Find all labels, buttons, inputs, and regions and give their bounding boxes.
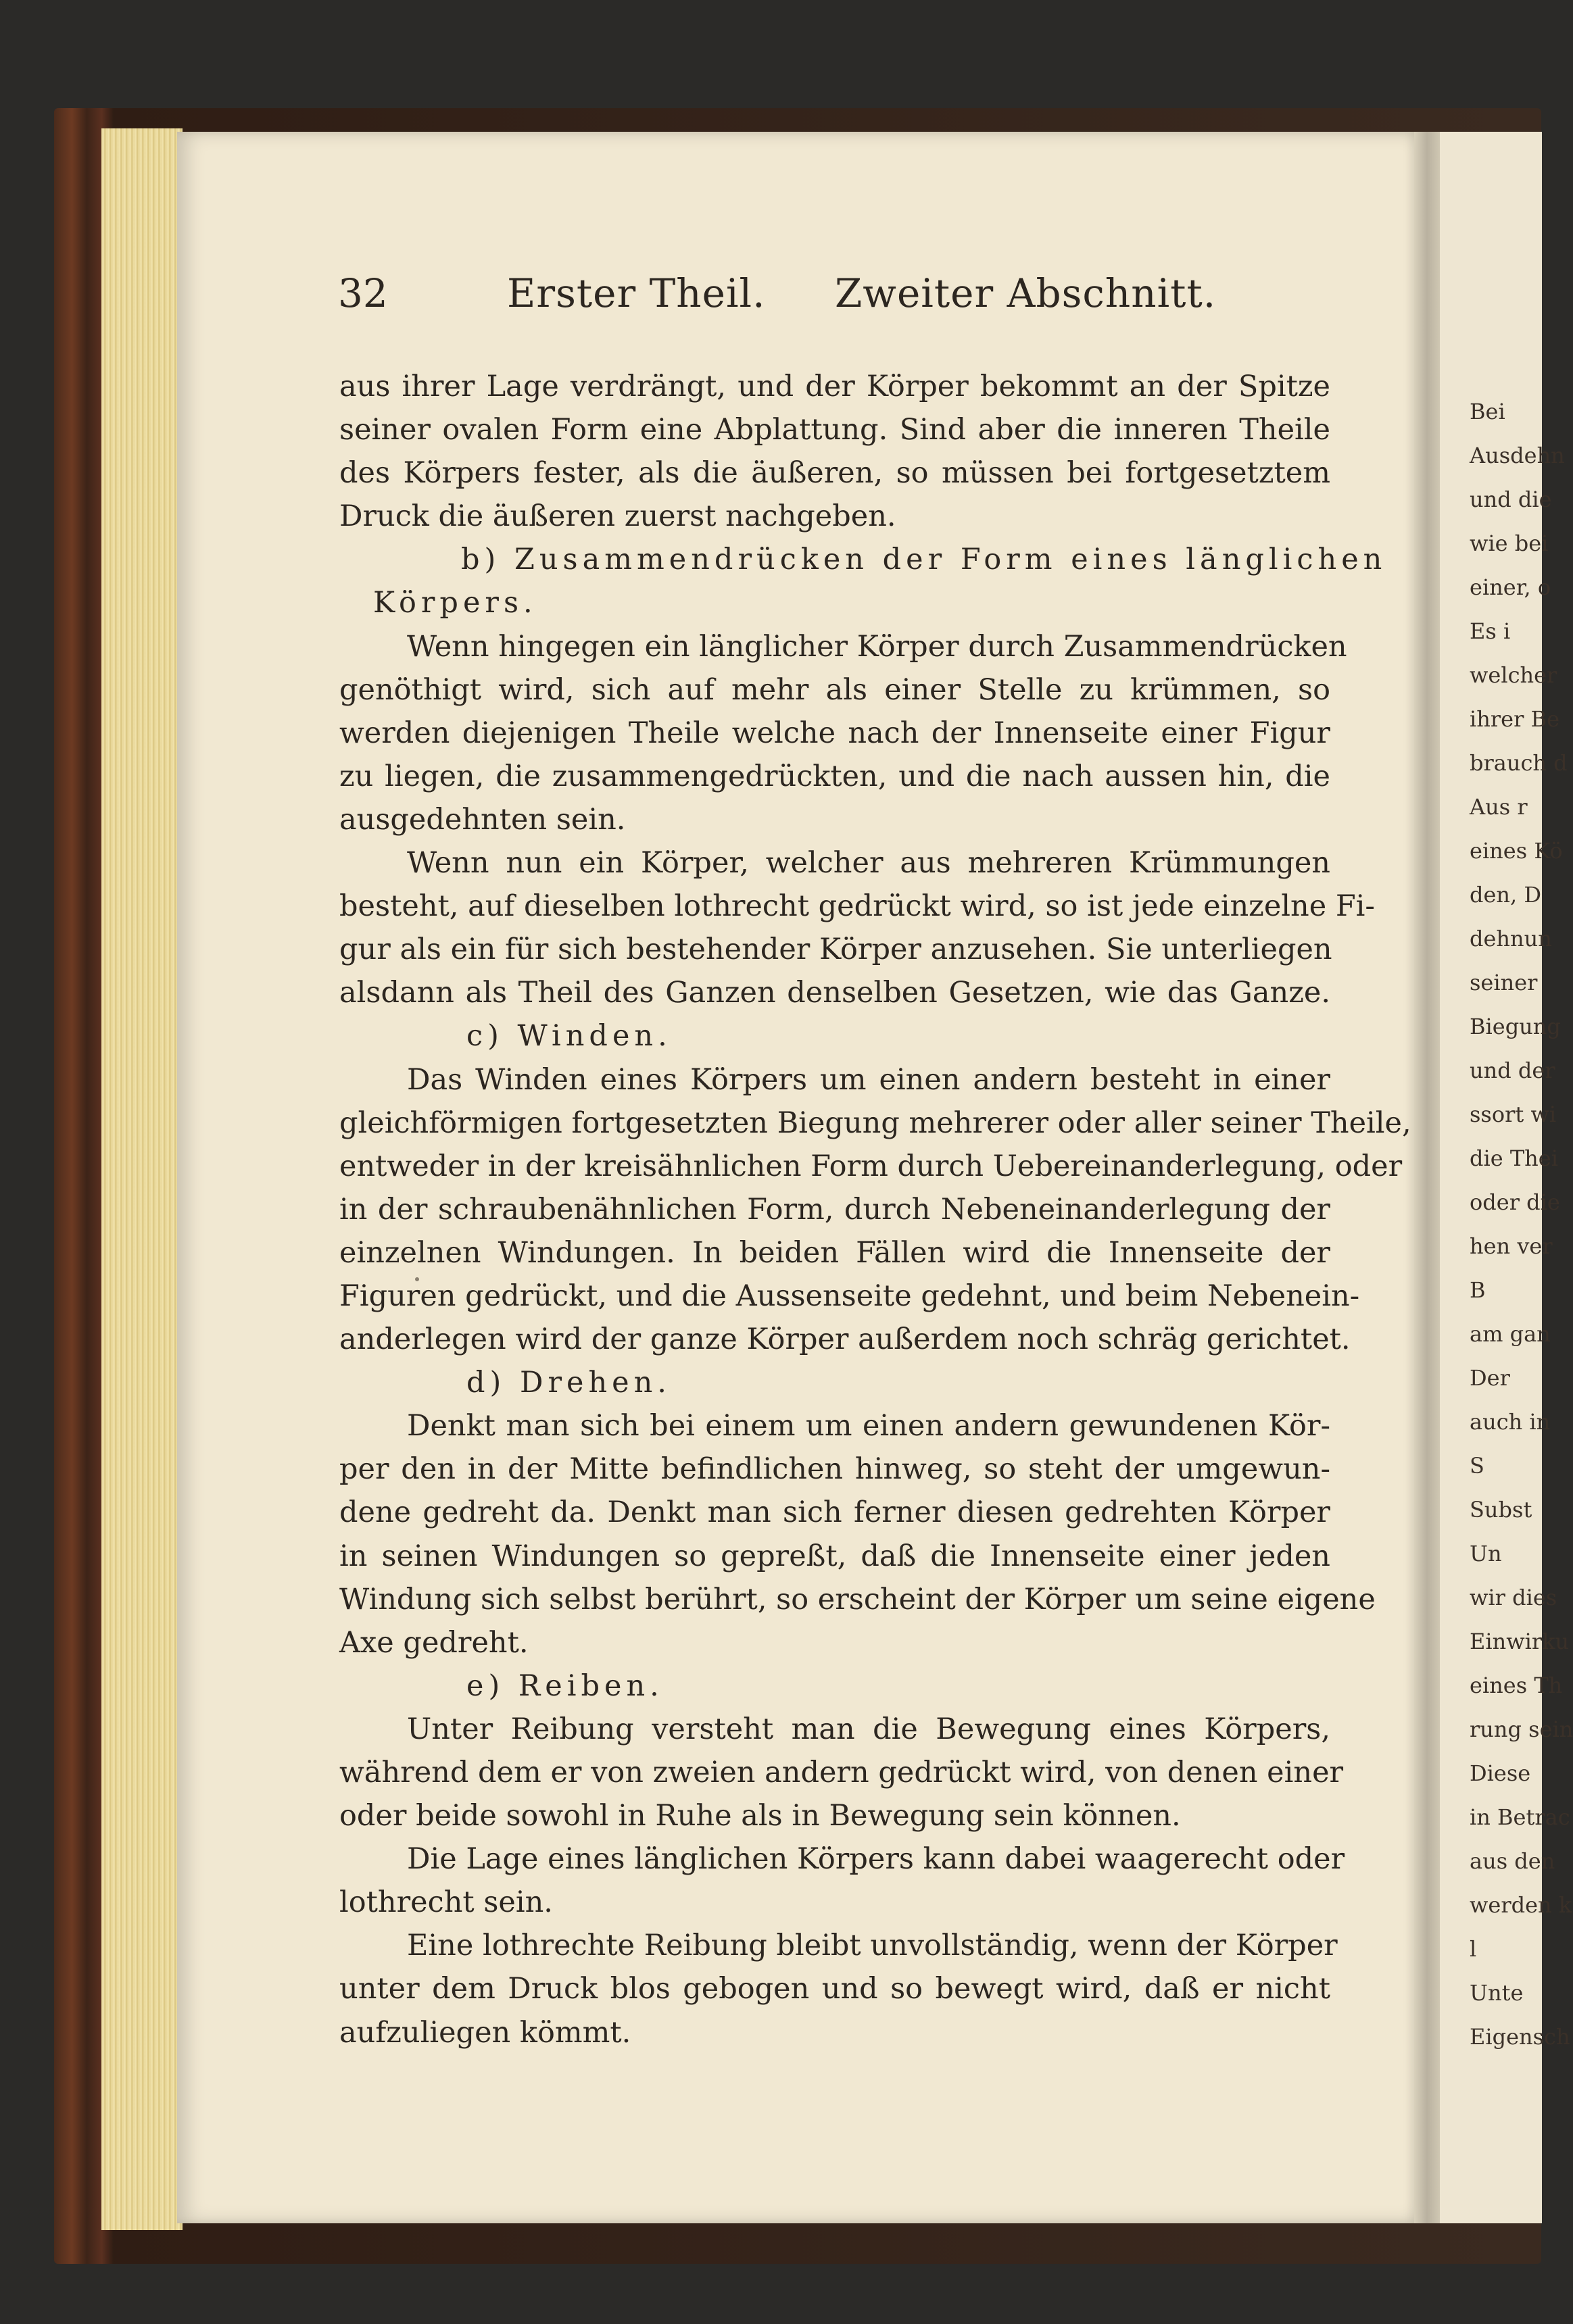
text-line: Axe gedreht. xyxy=(339,1625,529,1660)
part-title: Erster Theil. xyxy=(507,270,766,316)
text-line: Wenn hingegen ein länglicher Körper durch Zusammendrücken xyxy=(407,629,1347,664)
facing-fragment: Diese xyxy=(1470,1760,1531,1786)
subheading: b) Zusammendrücken der Form eines länglichen xyxy=(461,543,1387,577)
text-line: in seinen Windungen so gepreßt, daß die Innenseite einer jeden xyxy=(339,1539,1330,1573)
text-line: Wenn nun ein Körper, welcher aus mehreren Krümmungen xyxy=(407,846,1330,881)
text-line: Eine lothrechte Reibung bleibt unvollständig, wenn der Körper xyxy=(407,1929,1338,1963)
text-line: entweder in der kreisähnlichen Form durch Uebereinanderlegung, oder xyxy=(339,1149,1403,1183)
text-line: Die Lage eines länglichen Körpers kann dabei waagerecht oder xyxy=(407,1842,1345,1877)
facing-fragment: wie bei xyxy=(1470,530,1549,556)
facing-fragment: Unte xyxy=(1470,1980,1524,2006)
facing-fragment: eines Th xyxy=(1470,1673,1563,1698)
facing-fragment: welcher xyxy=(1470,662,1557,688)
facing-fragment: seiner xyxy=(1470,970,1538,995)
page-edges xyxy=(101,128,183,2230)
facing-fragment: am gan xyxy=(1470,1321,1551,1347)
facing-fragment: dehnun xyxy=(1470,926,1552,951)
facing-fragment: hen ver xyxy=(1470,1233,1553,1259)
facing-fragment: Subst xyxy=(1470,1497,1532,1523)
text-line: seiner ovalen Form eine Abplattung. Sind aber die inneren Theile xyxy=(339,413,1330,447)
text-line: zu liegen, die zusammengedrückten, und die nach aussen hin, die xyxy=(339,759,1330,793)
text-line: in der schraubenähnlichen Form, durch Nebeneinanderlegung der xyxy=(339,1192,1330,1227)
book-gutter xyxy=(1414,132,1440,2223)
text-line: genöthigt wird, sich auf mehr als einer Stelle zu krümmen, so xyxy=(339,672,1330,707)
subheading: e) Reiben. xyxy=(466,1668,664,1703)
text-line: anderlegen wird der ganze Körper außerdem noch schräg gerichtet. xyxy=(339,1322,1351,1357)
page-number: 32 xyxy=(338,270,388,316)
text-line: unter dem Druck blos gebogen und so bewegt wird, daß er nicht xyxy=(339,1972,1330,2006)
text-line: Unter Reibung versteht man die Bewegung eines Körpers, xyxy=(407,1712,1330,1746)
text-line: Das Winden eines Körpers um einen andern besteht in einer xyxy=(407,1062,1330,1097)
facing-fragment: und die xyxy=(1470,487,1552,512)
facing-fragment: und der xyxy=(1470,1058,1555,1083)
facing-fragment: oder die xyxy=(1470,1189,1560,1215)
facing-fragment: Bei xyxy=(1470,399,1505,424)
facing-fragment: B xyxy=(1470,1277,1486,1303)
text-line: per den in der Mitte befindlichen hinweg, so steht der umgewun- xyxy=(339,1452,1330,1487)
facing-fragment: Der xyxy=(1470,1365,1510,1391)
facing-fragment: ihrer Be xyxy=(1470,706,1559,732)
facing-fragment: Aus r xyxy=(1470,794,1528,820)
facing-fragment: einer, o xyxy=(1470,574,1551,600)
text-line: des Körpers fester, als die äußeren, so müssen bei fortgesetztem xyxy=(339,456,1330,491)
text-line: lothrecht sein. xyxy=(339,1885,553,1920)
facing-page xyxy=(1440,132,1573,2223)
running-header xyxy=(338,270,1332,324)
facing-fragment: den, D xyxy=(1470,882,1542,908)
subheading: c) Winden. xyxy=(466,1019,672,1054)
facing-fragment: werden k xyxy=(1470,1892,1572,1918)
text-line: aus ihrer Lage verdrängt, und der Körper bekommt an der Spitze xyxy=(339,370,1330,403)
text-line: aufzuliegen kömmt. xyxy=(339,2015,631,2050)
facing-fragment: brauch d xyxy=(1470,750,1568,776)
facing-fragment: auch in xyxy=(1470,1409,1551,1435)
facing-fragment: aus den xyxy=(1470,1848,1555,1874)
facing-fragment: Biegung xyxy=(1470,1014,1561,1039)
subheading: d) Drehen. xyxy=(466,1366,671,1400)
facing-fragment: rung sein xyxy=(1470,1716,1573,1742)
text-line: Windung sich selbst berührt, so erscheint der Körper um seine eigene xyxy=(339,1582,1376,1616)
text-line: ausgedehnten sein. xyxy=(339,802,626,837)
text-line: während dem er von zweien andern gedrückt wird, von denen einer xyxy=(339,1756,1344,1789)
facing-fragment: l xyxy=(1470,1936,1477,1962)
facing-fragment: Eigensch xyxy=(1470,2024,1570,2050)
text-line: Druck die äußeren zuerst nachgeben. xyxy=(339,499,896,534)
facing-fragment: Ausdehn xyxy=(1470,443,1565,468)
text-line: besteht, auf dieselben lothrecht gedrückt wird, so ist jede einzelne Fi- xyxy=(339,889,1375,924)
text-line: Figuren gedrückt, und die Aussenseite gedehnt, und beim Nebenein- xyxy=(339,1279,1360,1313)
text-line: Denkt man sich bei einem um einen andern gewundenen Kör- xyxy=(407,1409,1330,1443)
facing-fragment: eines Kö xyxy=(1470,838,1563,864)
facing-fragment: Un xyxy=(1470,1541,1502,1566)
facing-fragment: Es i xyxy=(1470,618,1511,644)
facing-fragment: wir dies xyxy=(1470,1585,1557,1610)
text-line: alsdann als Theil des Ganzen denselben Gesetzen, wie das Ganze. xyxy=(339,976,1330,1010)
text-line: gur als ein für sich bestehender Körper anzusehen. Sie unterliegen xyxy=(339,933,1332,967)
text-line: einzelnen Windungen. In beiden Fällen wird die Innenseite der xyxy=(339,1235,1330,1270)
facing-fragment: Einwirku xyxy=(1470,1629,1570,1654)
text-line: oder beide sowohl in Ruhe als in Bewegung sein können. xyxy=(339,1799,1181,1833)
text-line: werden diejenigen Theile welche nach der Innenseite einer Figur xyxy=(339,716,1330,750)
section-title: Zweiter Abschnitt. xyxy=(835,270,1217,316)
facing-fragment: die Thei xyxy=(1470,1145,1558,1171)
text-line: gleichförmigen fortgesetzten Biegung mehrerer oder aller seiner Theile, xyxy=(339,1106,1411,1140)
subheading-continuation: Körpers. xyxy=(373,586,537,620)
body-text xyxy=(339,365,1411,2054)
facing-fragment: in Betrac xyxy=(1470,1804,1570,1830)
facing-fragment: ssort wi xyxy=(1470,1102,1557,1127)
facing-fragment: S xyxy=(1470,1453,1484,1479)
text-line: dene gedreht da. Denkt man sich ferner diesen gedrehten Körper xyxy=(339,1495,1330,1530)
